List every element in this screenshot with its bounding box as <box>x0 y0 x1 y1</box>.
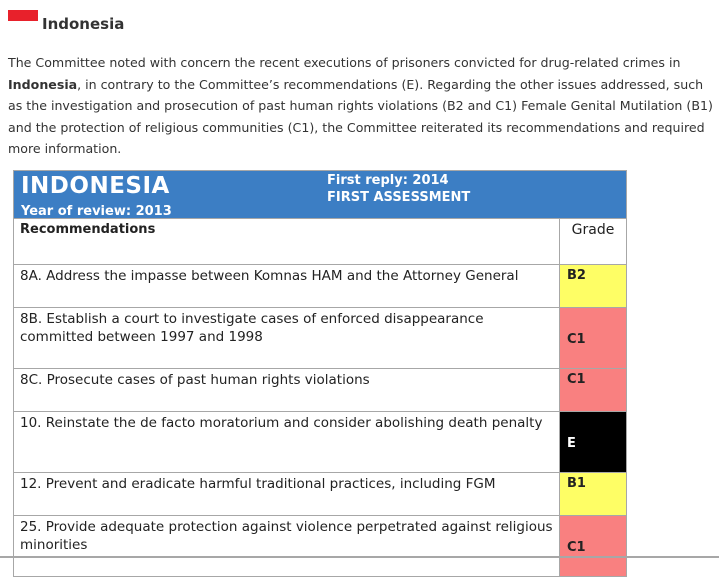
country-title: INDONESIA <box>21 173 170 199</box>
table-row <box>14 473 627 516</box>
recommendation-text: 8A. Address the impasse between Komnas HAM and the Attorney General <box>14 265 560 308</box>
recommendation-text: 12. Prevent and eradicate harmful traditional practices, including FGM <box>14 473 560 516</box>
grade-badge: C1 <box>560 516 627 577</box>
grade-badge: C1 <box>560 369 627 412</box>
column-header-row <box>14 219 627 265</box>
section-title: Indonesia <box>42 15 125 33</box>
table-row <box>14 369 627 412</box>
red-flag-icon <box>8 10 38 21</box>
summary-paragraph <box>8 52 713 160</box>
table-row <box>14 412 627 473</box>
recommendation-text: 10. Reinstate the de facto moratorium and consider abolishing death penalty <box>14 412 560 473</box>
grade-badge: B1 <box>560 473 627 516</box>
recommendations-table <box>13 170 627 577</box>
year-of-review: Year of review: 2013 <box>21 204 172 219</box>
first-reply: First reply: 2014 <box>327 173 449 188</box>
section-heading <box>8 10 408 34</box>
paragraph-text-end: , in contrary to the Committee’s recommendations (E). Regarding the other issues addressed, such as the investigation and prosecution of past human rights violations (B2 and C1) Female Genital Mutilation (B1) and the protection of religious communities (C1), the Committee reiterated its recommendations and required more information. <box>8 76 713 156</box>
recommendation-text: 8B. Establish a court to investigate cases of enforced disappearance committed between 1997 and 1998 <box>14 308 560 369</box>
header-cell <box>14 171 627 219</box>
table-header-banner <box>14 171 627 219</box>
bottom-divider <box>0 556 719 558</box>
column-header-grade: Grade <box>560 219 627 265</box>
table-body <box>14 265 627 577</box>
assessment-label: FIRST ASSESSMENT <box>327 190 471 205</box>
column-header-recommendations: Recommendations <box>14 219 560 265</box>
recommendation-text: 25. Provide adequate protection against violence perpetrated against religious minorities <box>14 516 560 577</box>
first-reply-block <box>327 172 470 206</box>
grade-badge: C1 <box>560 308 627 369</box>
table-row <box>14 265 627 308</box>
grade-badge: E <box>560 412 627 473</box>
paragraph-country-bold: Indonesia <box>8 76 78 92</box>
recommendation-text: 8C. Prosecute cases of past human rights violations <box>14 369 560 412</box>
paragraph-text-start: The Committee noted with concern the recent executions of prisoners convicted for drug-related crimes in <box>8 55 681 70</box>
grade-badge: B2 <box>560 265 627 308</box>
table-row <box>14 308 627 369</box>
table-row <box>14 516 627 577</box>
